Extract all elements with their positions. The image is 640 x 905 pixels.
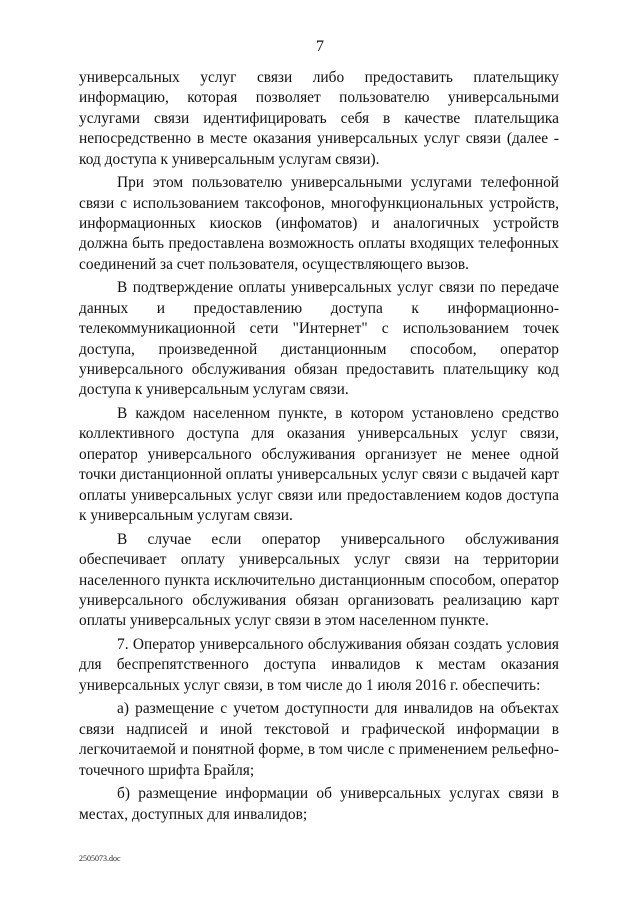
page-number: 7 xyxy=(316,38,324,55)
footer-filename: 2505073.doc xyxy=(79,854,121,863)
paragraph-payment-cards: В случае если оператор универсального обслуживания обеспечивает оплату универсальных услуг связи на территории населенного пункта исключительно дистанционным способом, оператор универсального обслуживания обязан организовать реализацию карт оплаты универсальных услуг связи в этом населенном пункте. xyxy=(79,530,559,630)
paragraph-payphone-payment: При этом пользователю универсальными услугами телефонной связи с использованием таксофонов, многофункциональных устройств, информационных киосков (инфоматов) и аналогичных устройств должна быть предоставлена возможность оплаты входящих телефонных соединений за счет пользователя, осуществляющего вызов. xyxy=(79,174,559,273)
paragraph-remote-payment-point: В каждом населенном пункте, в котором установлено средство коллективного доступа для оказания универсальных услуг связи, оператор универсального обслуживания организует не менее одной точки дистанционной оплаты универсальных услуг связи с выдачей карт оплаты универсальных услуг связи или предоставлением кодов доступа к универсальным услугам связи. xyxy=(79,405,559,525)
paragraph-subitem-a: а) размещение с учетом доступности для инвалидов на объектах связи надписей и иной текстовой и графической информации в легкочитаемой и понятной форме, в том числе с применением рельефно-точечного шрифта Брайля; xyxy=(79,700,559,779)
paragraph-access-code-confirmation: В подтверждение оплаты универсальных услуг связи по передаче данных и предоставлению доступа к информационно-телекоммуникационной сети "Интернет" с использованием точек доступа, произведенной дистанционным способом, оператор универсального обслуживания обязан предоставить плательщику код доступа к универсальным услугам связи. xyxy=(79,279,559,399)
paragraph-item-7: 7. Оператор универсального обслуживания обязан создать условия для беспрепятственного доступа инвалидов к местам оказания универсальных услуг связи, в том числе до 1 июля 2016 г. обеспечить: xyxy=(79,635,559,694)
document-body xyxy=(79,68,559,828)
paragraph-subitem-b: б) размещение информации об универсальных услугах связи в местах, доступных для инвалидов; xyxy=(79,785,559,823)
paragraph-continuation: универсальных услуг связи либо предоставить плательщику информацию, которая позволяет пользователю универсальными услугами связи идентифицировать себя в качестве плательщика непосредственно в месте оказания универсальных услуг связи (далее - код доступа к универсальным услугам связи). xyxy=(79,69,559,168)
